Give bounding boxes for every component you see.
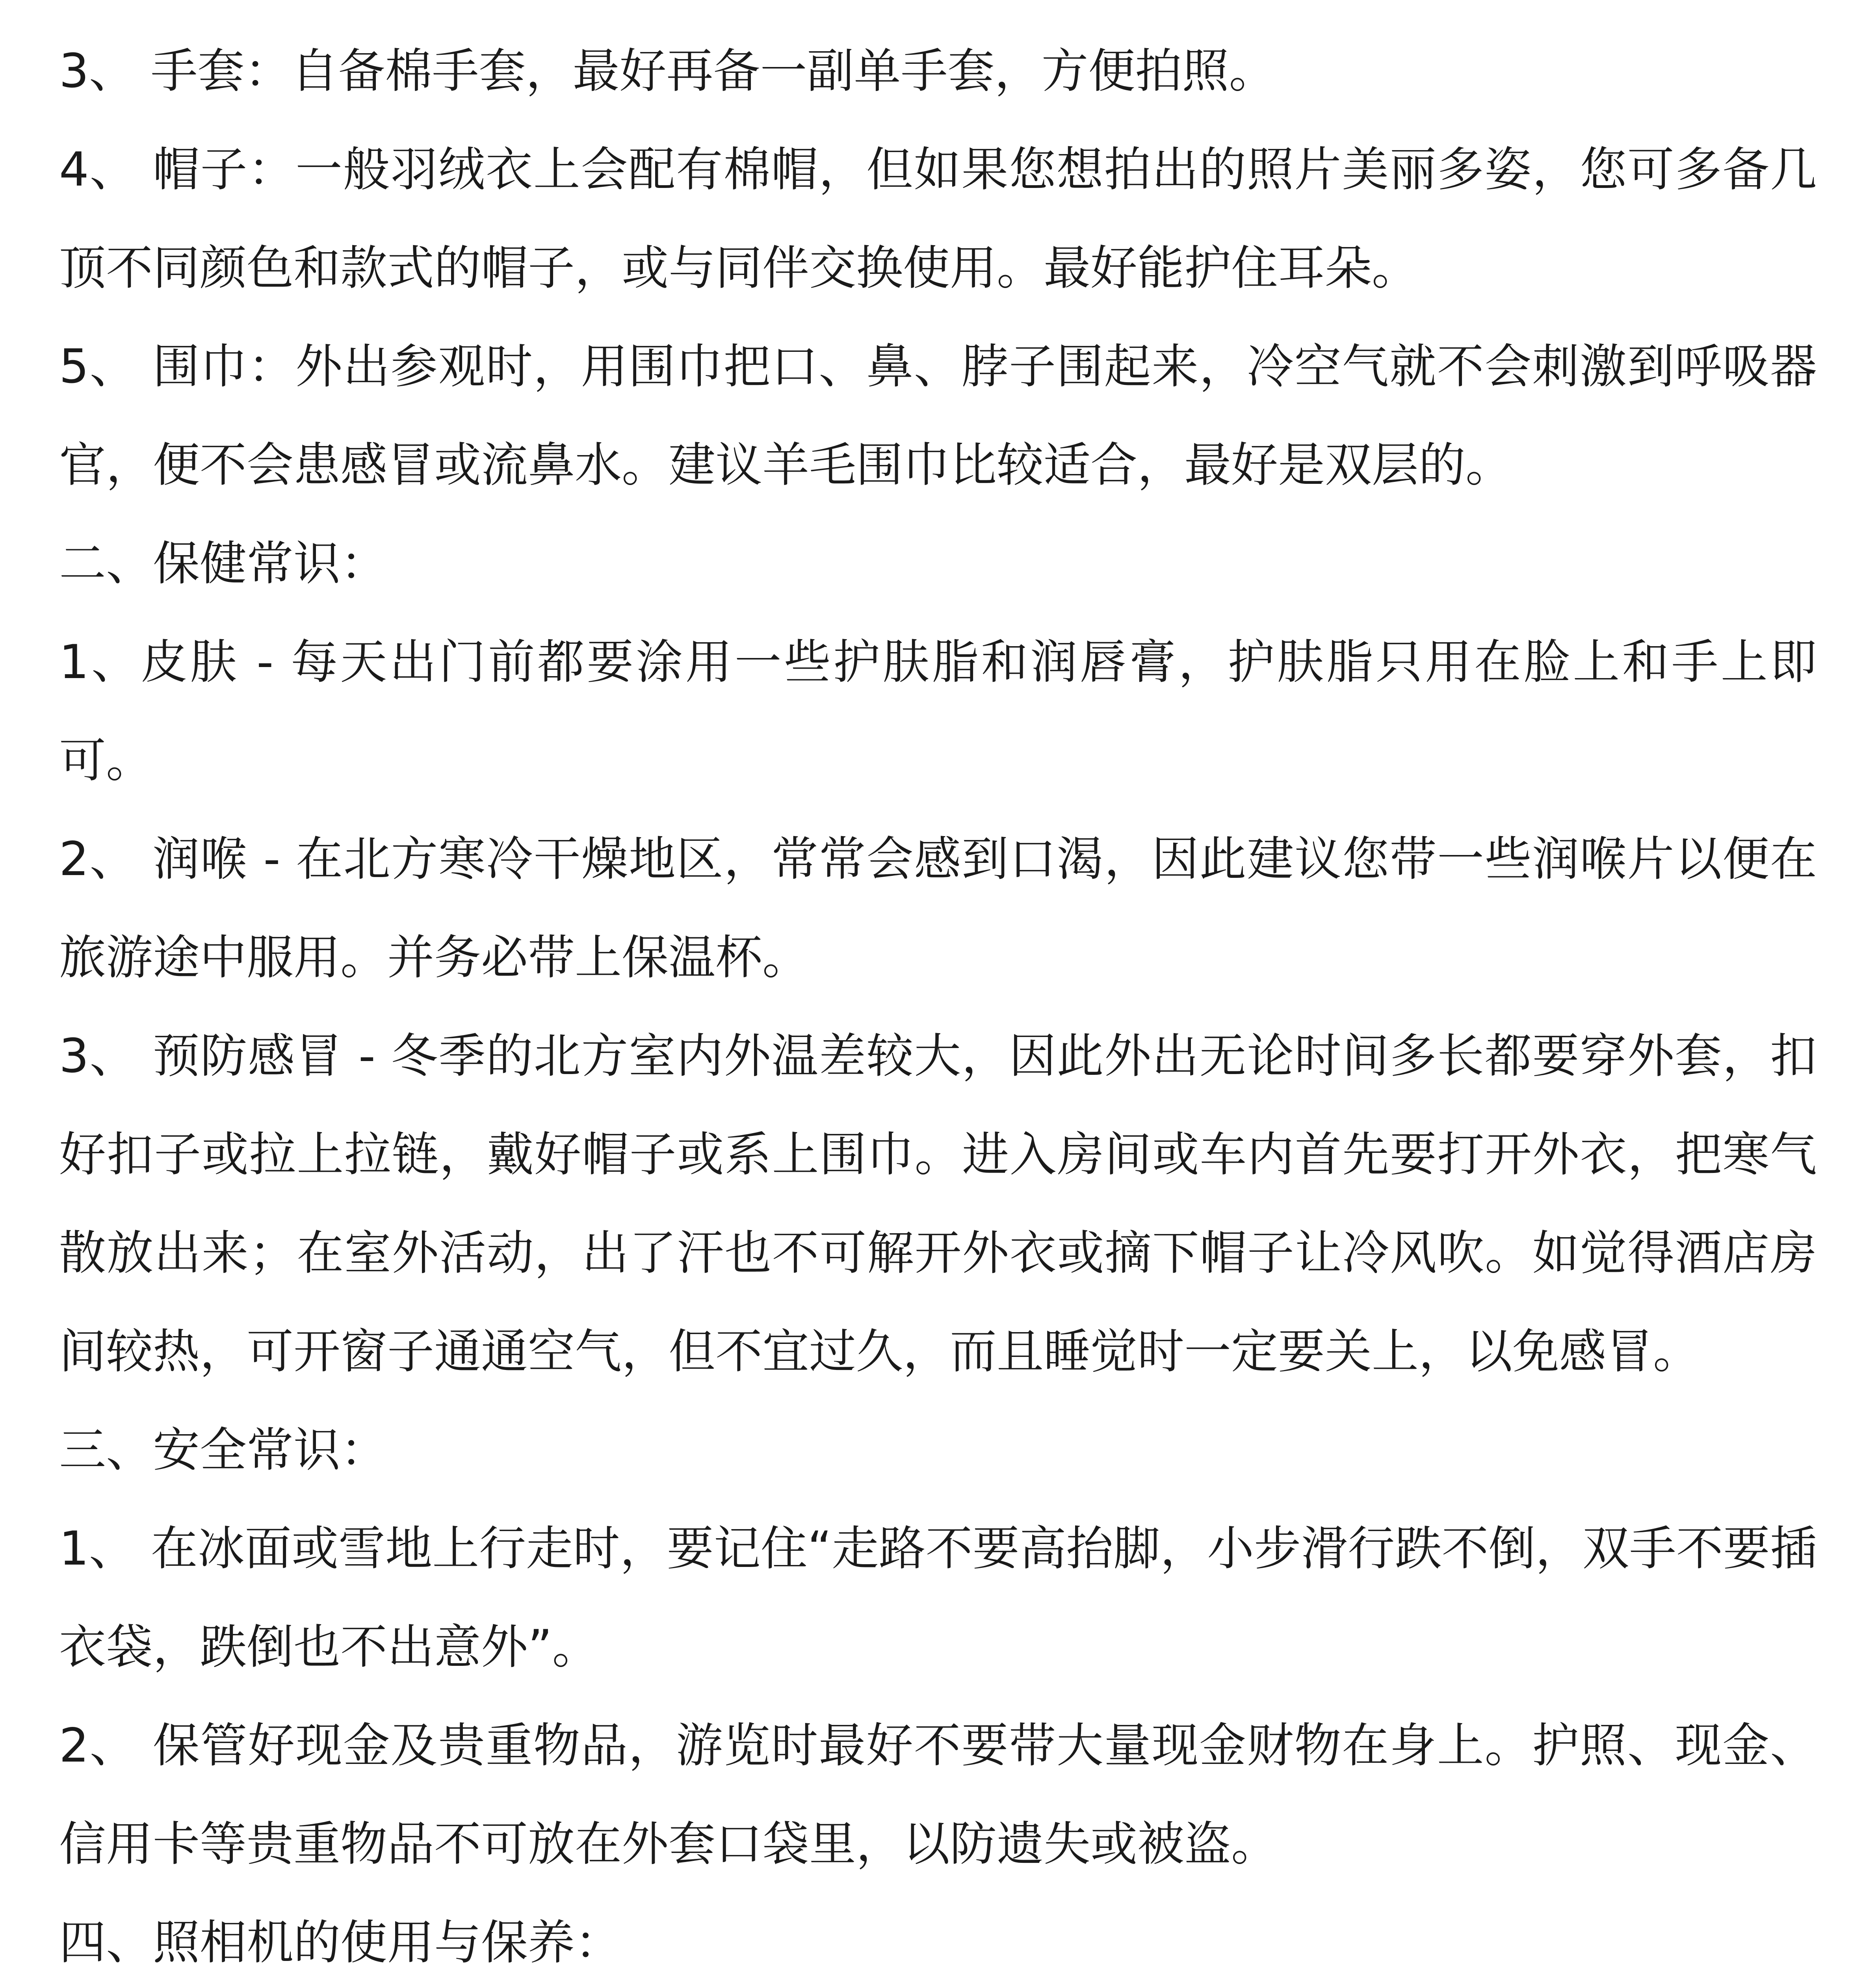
document-page xyxy=(59,22,1817,1970)
section-heading-health: 二、保健常识： xyxy=(59,537,387,591)
paragraph-ice-walking: 1、 在冰面或雪地上行走时，要记住“走路不要高抬脚，小步滑行跌不倒，双手不要插衣袋，跌倒也不出意外”。 xyxy=(59,1522,1817,1674)
paragraph-hats: 4、 帽子：一般羽绒衣上会配有棉帽，但如果您想拍出的照片美丽多姿，您可多备几顶不同颜色和款式的帽子，或与同伴交换使用。最好能护住耳朵。 xyxy=(59,143,1817,296)
paragraph-cold-prevention: 3、 预防感冒 - 冬季的北方室内外温差较大，因此外出无论时间多长都要穿外套，扣好扣子或拉上拉链，戴好帽子或系上围巾。进入房间或车内首先要打开外衣，把寒气散放出来；在室外活动，出了汗也不可解开外衣或摘下帽子让冷风吹。如觉得酒店房间较热，可开窗子通通空气，但不宜过久，而且睡觉时一定要关上，以免感冒。 xyxy=(59,1029,1817,1379)
paragraph-valuables: 2、 保管好现金及贵重物品，游览时最好不要带大量现金财物在身上。护照、现金、信用卡等贵重物品不可放在外套口袋里，以防遗失或被盗。 xyxy=(59,1719,1817,1872)
paragraph-gloves: 3、 手套：自备棉手套，最好再备一副单手套，方便拍照。 xyxy=(59,44,1276,98)
section-heading-camera: 四、照相机的使用与保养： xyxy=(59,1916,622,1970)
section-heading-safety: 三、安全常识： xyxy=(59,1423,387,1478)
paragraph-scarf: 5、 围巾：外出参观时，用围巾把口、鼻、脖子围起来，冷空气就不会刺激到呼吸器官，便不会患感冒或流鼻水。建议羊毛围巾比较适合，最好是双层的。 xyxy=(59,340,1817,492)
paragraph-throat: 2、 润喉 - 在北方寒冷干燥地区，常常会感到口渴，因此建议您带一些润喉片以便在旅游途中服用。并务必带上保温杯。 xyxy=(59,832,1817,985)
paragraph-skin: 1、皮肤 - 每天出门前都要涂用一些护肤脂和润唇膏，护肤脂只用在脸上和手上即可。 xyxy=(59,635,1817,788)
